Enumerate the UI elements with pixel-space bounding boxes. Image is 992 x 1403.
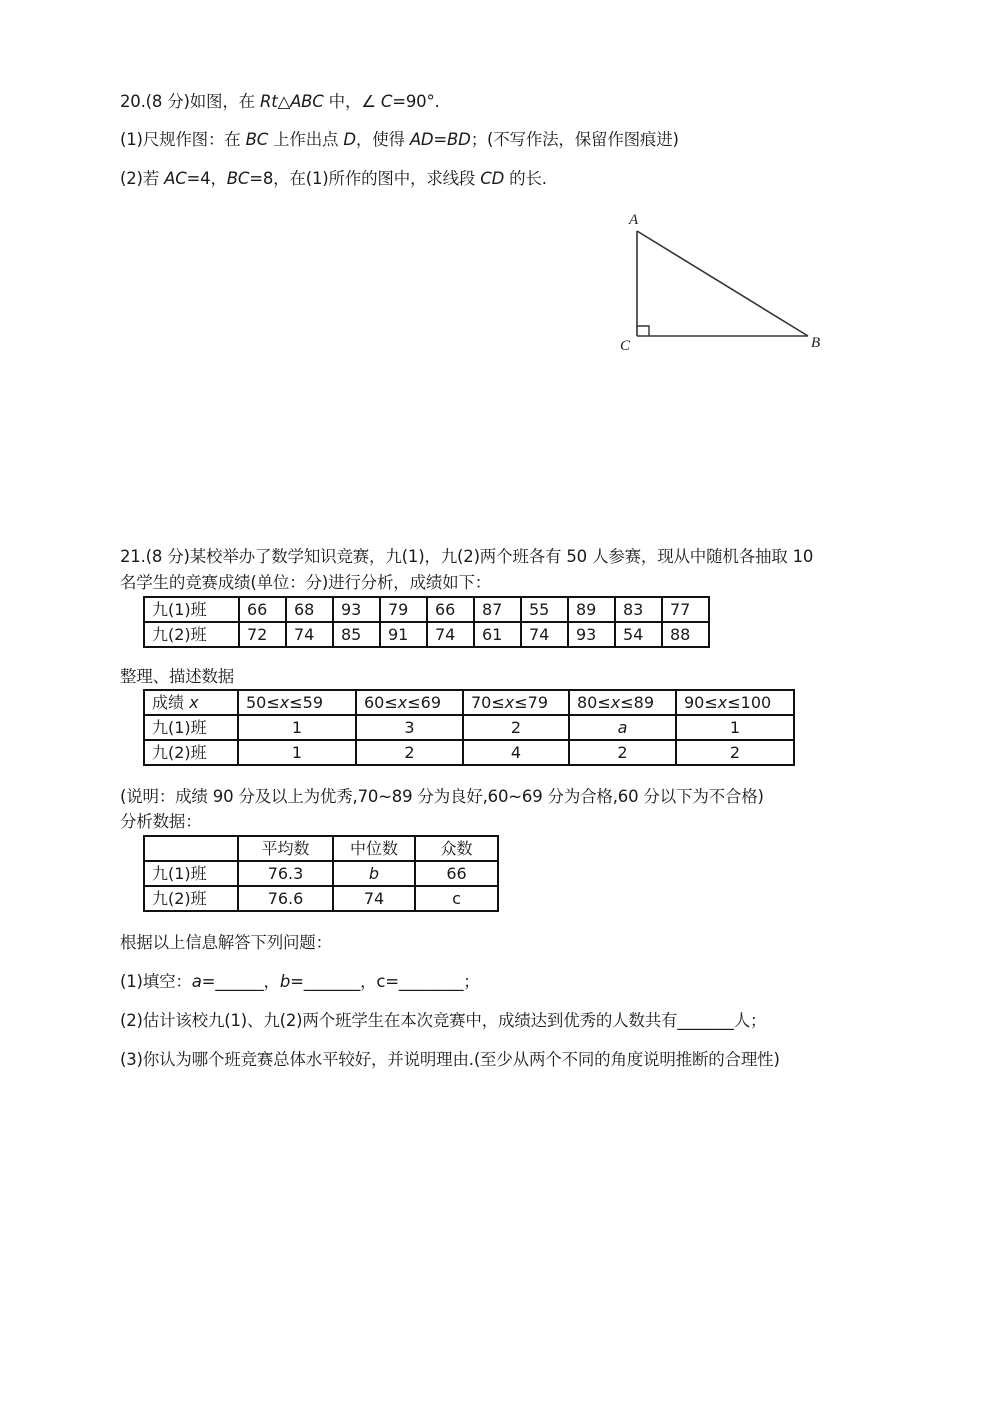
math-var: C xyxy=(380,92,393,111)
score-cell: 93 xyxy=(333,597,380,622)
range-header-cell xyxy=(463,690,569,715)
score-cell: 88 xyxy=(662,622,709,647)
text: ；(不写作法，保留作图痕进) xyxy=(470,130,679,149)
row-label: 九(1)班 xyxy=(144,597,239,622)
score-cell: 72 xyxy=(239,622,286,647)
score-cell: 74 xyxy=(521,622,568,647)
count-cell: 1 xyxy=(238,740,356,765)
score-cell: 83 xyxy=(615,597,662,622)
score-cell: 89 xyxy=(568,597,615,622)
count-cell: 1 xyxy=(676,715,794,740)
header-cell: 众数 xyxy=(415,836,498,861)
note: (说明：成绩 90 分及以上为优秀,70~89 分为良好,60~69 分为合格,60 分以下为不合格) xyxy=(120,787,764,806)
text: 70≤ xyxy=(471,692,505,712)
math-var: BC xyxy=(226,169,250,188)
score-cell: 66 xyxy=(239,597,286,622)
math-var: x xyxy=(717,692,728,712)
text: 80≤ xyxy=(577,692,611,712)
text: =______， xyxy=(201,972,280,991)
text: ≤59 xyxy=(289,692,323,712)
q21-question2: (2)估计该校九(1)、九(2)两个班学生在本次竞赛中，成绩达到优秀的人数共有_______人； xyxy=(120,1011,767,1030)
q21-question3: (3)你认为哪个班竞赛总体水平较好，并说明理由.(至少从两个不同的角度说明推断的合理性) xyxy=(120,1050,780,1069)
right-angle-mark xyxy=(637,326,649,336)
score-cell: 85 xyxy=(333,622,380,647)
count-cell: 1 xyxy=(238,715,356,740)
range-header-cell xyxy=(569,690,676,715)
analyze-heading: 分析数据： xyxy=(120,812,202,831)
scores-table xyxy=(143,596,710,648)
score-cell: 54 xyxy=(615,622,662,647)
stat-cell: c xyxy=(415,886,498,911)
q20-part2 xyxy=(120,169,547,189)
stat-cell xyxy=(333,861,415,886)
score-cell: 55 xyxy=(521,597,568,622)
text: ≤69 xyxy=(407,692,441,712)
stat-cell: 76.6 xyxy=(238,886,333,911)
math-var: b xyxy=(368,863,380,883)
count-cell xyxy=(569,715,676,740)
stat-cell: 66 xyxy=(415,861,498,886)
side-ab xyxy=(637,231,808,336)
math-var: AD=BD xyxy=(409,130,471,149)
math-var: D xyxy=(343,130,356,149)
questions-heading: 根据以上信息解答下列问题： xyxy=(120,933,332,952)
range-header-cell xyxy=(356,690,463,715)
text: ≤79 xyxy=(514,692,548,712)
count-cell: 2 xyxy=(676,740,794,765)
score-cell: 87 xyxy=(474,597,521,622)
score-cell: 93 xyxy=(568,622,615,647)
math-var: ABC xyxy=(290,92,324,111)
count-cell: 2 xyxy=(463,715,569,740)
table-row xyxy=(144,836,498,861)
table-row xyxy=(144,715,794,740)
score-cell: 68 xyxy=(286,597,333,622)
organize-heading: 整理、描述数据 xyxy=(120,667,235,686)
text: 中，∠ xyxy=(323,92,381,111)
text: 50≤ xyxy=(246,692,280,712)
stat-cell: 74 xyxy=(333,886,415,911)
row-label: 九(1)班 xyxy=(144,861,238,886)
text: ≤89 xyxy=(620,692,654,712)
text: (1)填空： xyxy=(120,972,192,991)
score-cell: 77 xyxy=(662,597,709,622)
range-header-cell xyxy=(676,690,794,715)
text: ，使得 xyxy=(355,130,410,149)
count-cell: 4 xyxy=(463,740,569,765)
text: 成绩 xyxy=(152,692,190,712)
triangle-figure xyxy=(600,200,840,365)
q21-intro-line2: 名学生的竞赛成绩(单位：分)进行分析，成绩如下： xyxy=(120,573,492,592)
table-row xyxy=(144,622,709,647)
text: 60≤ xyxy=(364,692,398,712)
row-label: 九(2)班 xyxy=(144,622,239,647)
table-row xyxy=(144,597,709,622)
math-var: BC xyxy=(245,130,269,149)
math-var: x xyxy=(279,692,290,712)
header-cell xyxy=(144,690,238,715)
score-cell: 74 xyxy=(286,622,333,647)
table-row xyxy=(144,740,794,765)
q20-title xyxy=(120,92,440,112)
row-label: 九(1)班 xyxy=(144,715,238,740)
count-cell: 2 xyxy=(569,740,676,765)
text: =90°. xyxy=(392,92,440,111)
math-var: b xyxy=(279,972,291,991)
row-label: 九(2)班 xyxy=(144,886,238,911)
text: =_______，c=________； xyxy=(290,972,480,991)
q21-question1 xyxy=(120,972,480,992)
score-cell: 61 xyxy=(474,622,521,647)
score-cell: 91 xyxy=(380,622,427,647)
count-cell: 2 xyxy=(356,740,463,765)
table-row xyxy=(144,886,498,911)
label-c: C xyxy=(620,338,631,354)
text: 的长. xyxy=(504,169,547,188)
range-header-cell xyxy=(238,690,356,715)
header-cell xyxy=(144,836,238,861)
text: ≤100 xyxy=(727,692,772,712)
math-var: x xyxy=(189,692,199,712)
header-cell: 中位数 xyxy=(333,836,415,861)
text: 20.(8 分)如图，在 xyxy=(120,92,261,111)
text: 上作出点 xyxy=(268,130,344,149)
text: 90≤ xyxy=(684,692,718,712)
math-var: AC xyxy=(164,169,187,188)
stats-table xyxy=(143,835,499,912)
label-a: A xyxy=(629,212,639,228)
math-var: Rt xyxy=(260,92,278,111)
table-row xyxy=(144,861,498,886)
text: (2)若 xyxy=(120,169,165,188)
math-var: a xyxy=(191,972,202,991)
frequency-table xyxy=(143,689,795,766)
text: =4， xyxy=(186,169,227,188)
math-var: a xyxy=(617,717,628,737)
math-var: x xyxy=(610,692,621,712)
stat-cell: 76.3 xyxy=(238,861,333,886)
math-var: x xyxy=(397,692,408,712)
header-cell: 平均数 xyxy=(238,836,333,861)
math-var: CD xyxy=(480,169,505,188)
q20-part1 xyxy=(120,130,679,150)
table-row xyxy=(144,690,794,715)
math-var: x xyxy=(504,692,515,712)
label-b: B xyxy=(811,335,821,351)
count-cell: 3 xyxy=(356,715,463,740)
triangle-symbol: △ xyxy=(277,92,291,111)
score-cell: 79 xyxy=(380,597,427,622)
text: (1)尺规作图：在 xyxy=(120,130,246,149)
text: =8，在(1)所作的图中，求线段 xyxy=(249,169,481,188)
row-label: 九(2)班 xyxy=(144,740,238,765)
q21-intro-line1: 21.(8 分)某校举办了数学知识竞赛，九(1)，九(2)两个班各有 50 人参赛，现从中随机各抽取 10 xyxy=(120,547,814,566)
score-cell: 66 xyxy=(427,597,474,622)
score-cell: 74 xyxy=(427,622,474,647)
